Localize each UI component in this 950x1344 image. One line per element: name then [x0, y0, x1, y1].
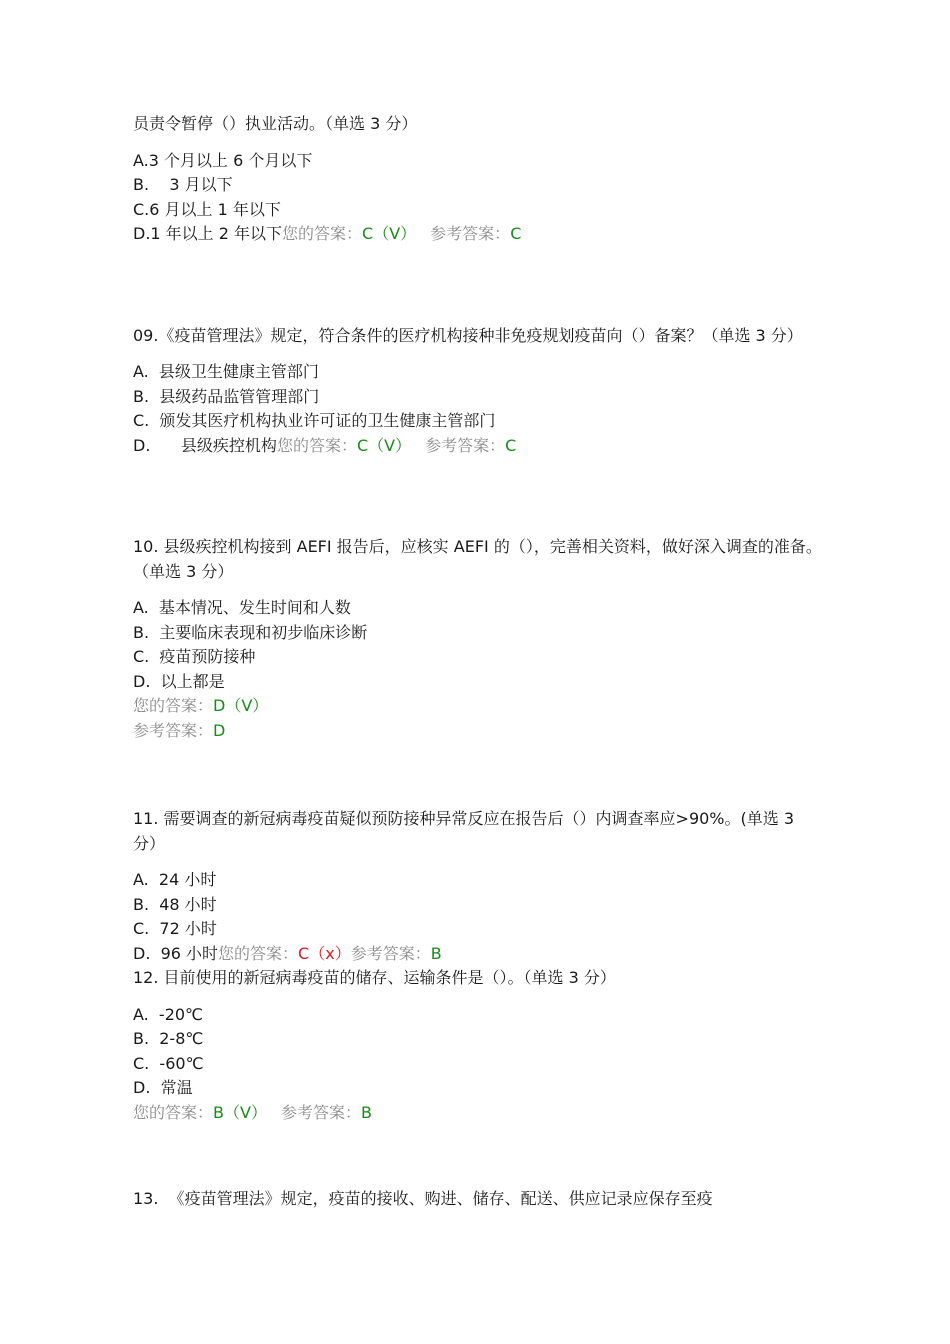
- your-answer-label: 您的答案：: [218, 943, 299, 963]
- question-09: [133, 324, 823, 459]
- option-b: B. 3 月以下: [133, 175, 233, 194]
- option-d: D.1 年以上 2 年以下: [133, 224, 283, 243]
- reference-answer-label: 参考答案：: [350, 943, 431, 963]
- your-answer-label: 您的答案：: [133, 696, 214, 715]
- your-answer-label: 您的答案：: [282, 224, 363, 243]
- option-d-with-answer: [133, 942, 823, 967]
- option-a: A. -20℃: [133, 1004, 204, 1024]
- reference-answer-label: 参考答案：: [133, 720, 214, 740]
- question-title: 13. 《疫苗管理法》规定，疫苗的接收、购进、储存、配送、供应记录应保存至疫: [133, 1189, 713, 1208]
- option-d-with-answer: [133, 434, 823, 459]
- reference-answer-line: [133, 719, 823, 744]
- option-c: C. 72 小时: [133, 919, 217, 938]
- question-08: [133, 112, 823, 247]
- your-answer: C（V）: [362, 224, 417, 243]
- answer-line: [133, 1101, 823, 1126]
- reference-answer: B: [360, 1102, 372, 1122]
- reference-answer-label: 参考答案：: [425, 435, 506, 455]
- option-a: A.3 个月以上 6 个月以下: [133, 150, 313, 170]
- question-13: [133, 1187, 823, 1212]
- your-answer: C（V）: [356, 435, 412, 455]
- question-12: [133, 966, 823, 1125]
- document-page: [133, 112, 823, 1224]
- option-c: C. 颁发其医疗机构执业许可证的卫生健康主管部门: [133, 411, 496, 430]
- question-title: 12. 目前使用的新冠病毒疫苗的储存、运输条件是（）。（单选 3 分）: [133, 968, 616, 987]
- option-d: D. 县级疾控机构: [133, 435, 277, 455]
- option-a: A. 县级卫生健康主管部门: [133, 362, 319, 381]
- option-b: B. 县级药品监管管理部门: [133, 386, 320, 406]
- reference-answer: B: [430, 943, 442, 963]
- reference-answer: C: [510, 224, 522, 243]
- option-d: D. 以上都是: [133, 671, 225, 691]
- reference-answer: C: [505, 435, 517, 455]
- your-answer: D（V）: [213, 696, 269, 715]
- option-a: A. 基本情况、发生时间和人数: [133, 598, 351, 617]
- question-title: 09.《疫苗管理法》规定，符合条件的医疗机构接种非免疫规划疫苗向（）备案？（单选 3 分）: [133, 325, 803, 345]
- reference-answer: D: [213, 720, 226, 740]
- question-title: 11. 需要调查的新冠病毒疫苗疑似预防接种异常反应在报告后（）内调查率应>90%。(单选 3 分）: [133, 809, 795, 853]
- question-title: 员责令暂停（）执业活动。（单选 3 分）: [133, 114, 418, 133]
- question-11: [133, 807, 823, 966]
- your-answer: C: [298, 943, 310, 963]
- wrong-mark: （x）: [309, 943, 351, 963]
- option-c: C.6 月以上 1 年以下: [133, 199, 281, 219]
- your-answer-label: 您的答案：: [133, 1102, 214, 1122]
- your-answer-label: 您的答案：: [276, 435, 357, 455]
- option-d: D. 常温: [133, 1078, 193, 1097]
- question-10: [133, 535, 823, 743]
- your-answer: B（V）: [213, 1102, 267, 1122]
- option-b: B. 2-8℃: [133, 1029, 204, 1048]
- reference-answer-label: 参考答案：: [430, 224, 511, 243]
- question-title: 10. 县级疾控机构接到 AEFI 报告后，应核实 AEFI 的（），完善相关资料，做好深入调查的准备。（单选 3 分）: [133, 537, 822, 581]
- option-d-with-answer: [133, 222, 823, 247]
- reference-answer-label: 参考答案：: [280, 1102, 361, 1122]
- option-b: B. 主要临床表现和初步临床诊断: [133, 622, 368, 642]
- your-answer-line: [133, 694, 823, 719]
- option-a: A. 24 小时: [133, 870, 217, 889]
- option-d: D. 96 小时: [133, 943, 219, 963]
- option-c: C. -60℃: [133, 1053, 204, 1073]
- option-b: B. 48 小时: [133, 894, 217, 914]
- option-c: C. 疫苗预防接种: [133, 647, 256, 666]
